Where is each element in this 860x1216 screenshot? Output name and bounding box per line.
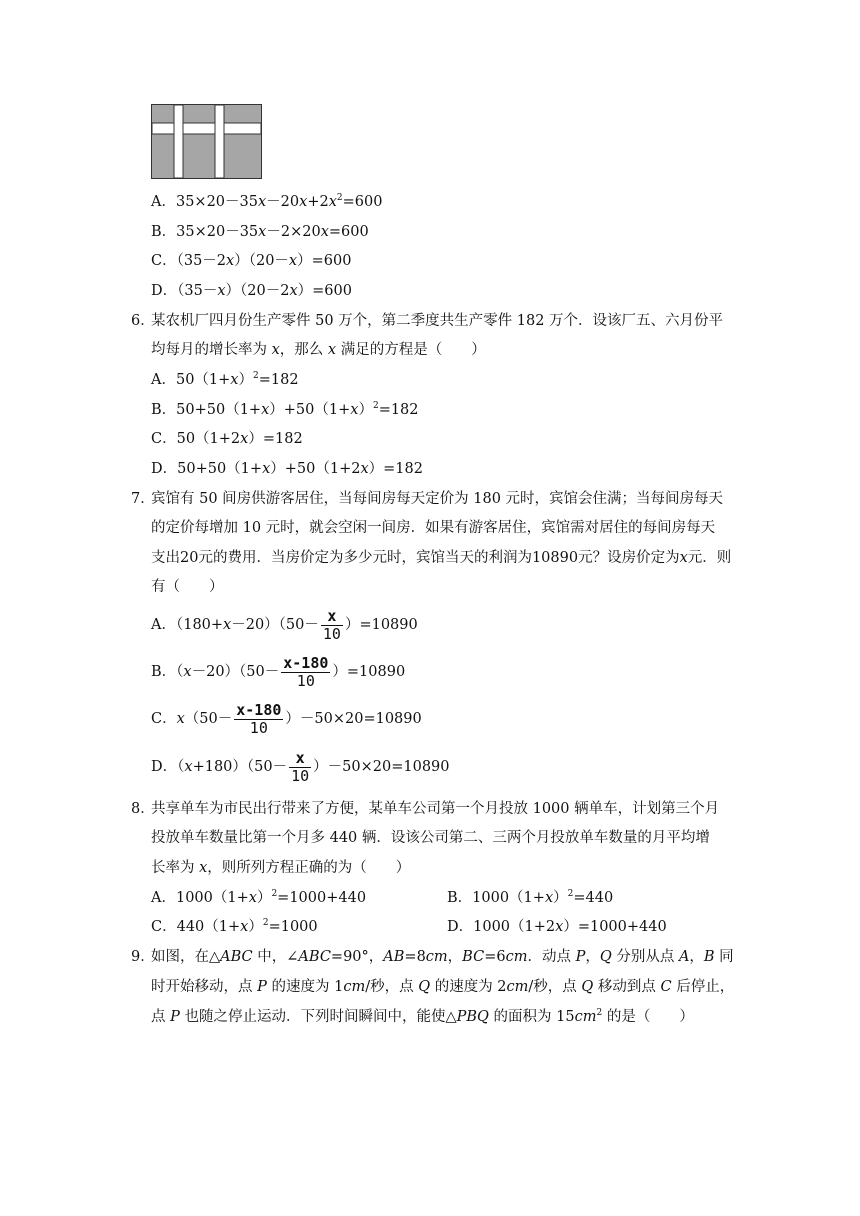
fraction: $\frac{x}{10}$ xyxy=(322,606,341,643)
q7-stem-line-1: 宾馆有 50 间房供游客居住，当每间房每天定价为 180 元时，宾馆会住满；当每间房每天 xyxy=(151,491,724,507)
q7-option-b[interactable]: B．（x－20）（50－ $\frac{x-180}{10}$ ）=10890 xyxy=(151,653,406,690)
horizontal-road xyxy=(152,123,261,134)
garden-rect xyxy=(152,105,262,179)
q9-stem-line-3: 点 P 也随之停止运动．下列时间瞬间中，能使△PBQ 的面积为 $15cm^2$ 的是（ ） xyxy=(151,1008,694,1025)
q9-stem-line-2: 时开始移动，点 P 的速度为 1cm/秒，点 Q 的速度为 2cm/秒，点 Q 移动到点 C 后停止， xyxy=(151,979,735,995)
garden-road-figure xyxy=(151,104,263,180)
fraction: $\frac{x}{10}$ xyxy=(291,748,310,785)
q8-stem-line-1: 共享单车为市民出行带来了方便，某单车公司第一个月投放 1000 辆单车，计划第三个月 xyxy=(151,801,720,817)
q6-option-a[interactable]: A．$50(1+x)^2=182$ xyxy=(151,371,299,388)
q8-number: 8． xyxy=(131,801,155,817)
q6-option-b[interactable]: B．$50+50(1+x)+50(1+x)^2=182$ xyxy=(151,401,419,418)
q9-number: 9． xyxy=(131,949,155,965)
q9-stem-line-1: 如图，在△ABC 中，∠ABC=90°，AB=8cm，BC=6cm．动点 P，Q 分别从点 A，B 同 xyxy=(151,949,734,965)
q5-option-a[interactable]: A．$35\times 20-35x-20x+2x^2=600$ xyxy=(151,193,383,210)
q8-stem-line-3: 长率为 x，则所列方程正确的为（ ） xyxy=(151,860,411,876)
q8-option-a[interactable]: A．$1000(1+x)^2=1000+440$ xyxy=(151,889,367,906)
q8-option-b[interactable]: B．$1000(1+x)^2=440$ xyxy=(447,889,614,906)
q5-option-c[interactable]: C．（35－2x）（20－x）=600 xyxy=(151,253,352,269)
vertical-road-right xyxy=(215,105,224,178)
vertical-road-left xyxy=(174,105,183,178)
q8-stem-line-2: 投放单车数量比第一个月多 440 辆．设该公司第二、三两个月投放单车数量的月平均增 xyxy=(151,830,710,846)
q6-stem-line-2: 均每月的增长率为 x，那么 x 满足的方程是（ ） xyxy=(151,342,486,358)
q6-option-c[interactable]: C．50（1+2x）=182 xyxy=(151,431,303,447)
q6-option-d[interactable]: D．50+50（1+x）+50（1+2x）=182 xyxy=(151,461,423,477)
q7-stem-line-2: 的定价每增加 10 元时，就会空闲一间房．如果有游客居住，宾馆需对居住的每间房每天 xyxy=(151,520,716,536)
fraction: $\frac{x-180}{10}$ xyxy=(236,700,282,737)
q7-stem-line-4: 有（ ） xyxy=(151,579,224,595)
q8-option-c[interactable]: C．$440(1+x)^2=1000$ xyxy=(151,918,318,935)
q7-option-a[interactable]: A．（180+x－20）（50－ $\frac{x}{10}$ ）=10890 xyxy=(151,606,418,643)
q7-stem-line-3: 支出20元的费用．当房价定为多少元时，宾馆当天的利润为10890元？设房价定为x元．则 xyxy=(151,550,732,566)
q5-option-d[interactable]: D．（35－x）（20－2x）=600 xyxy=(151,283,352,299)
q7-option-d[interactable]: D．（x+180）（50－ $\frac{x}{10}$ ）－50×20=10890 xyxy=(151,748,450,785)
fraction: $\frac{x-180}{10}$ xyxy=(283,653,329,690)
q6-number: 6． xyxy=(131,313,155,329)
q7-option-c[interactable]: C．x（50－ $\frac{x-180}{10}$ ）－50×20=10890 xyxy=(151,700,422,737)
q8-option-d[interactable]: D．1000（1+2x）=1000+440 xyxy=(447,919,667,935)
q6-stem-line-1: 某农机厂四月份生产零件 50 万个，第二季度共生产零件 182 万个．设该厂五、六月份平 xyxy=(151,313,724,329)
q7-number: 7． xyxy=(131,491,155,507)
q5-option-b[interactable]: B．35×20－35x－2×20x=600 xyxy=(151,224,369,240)
